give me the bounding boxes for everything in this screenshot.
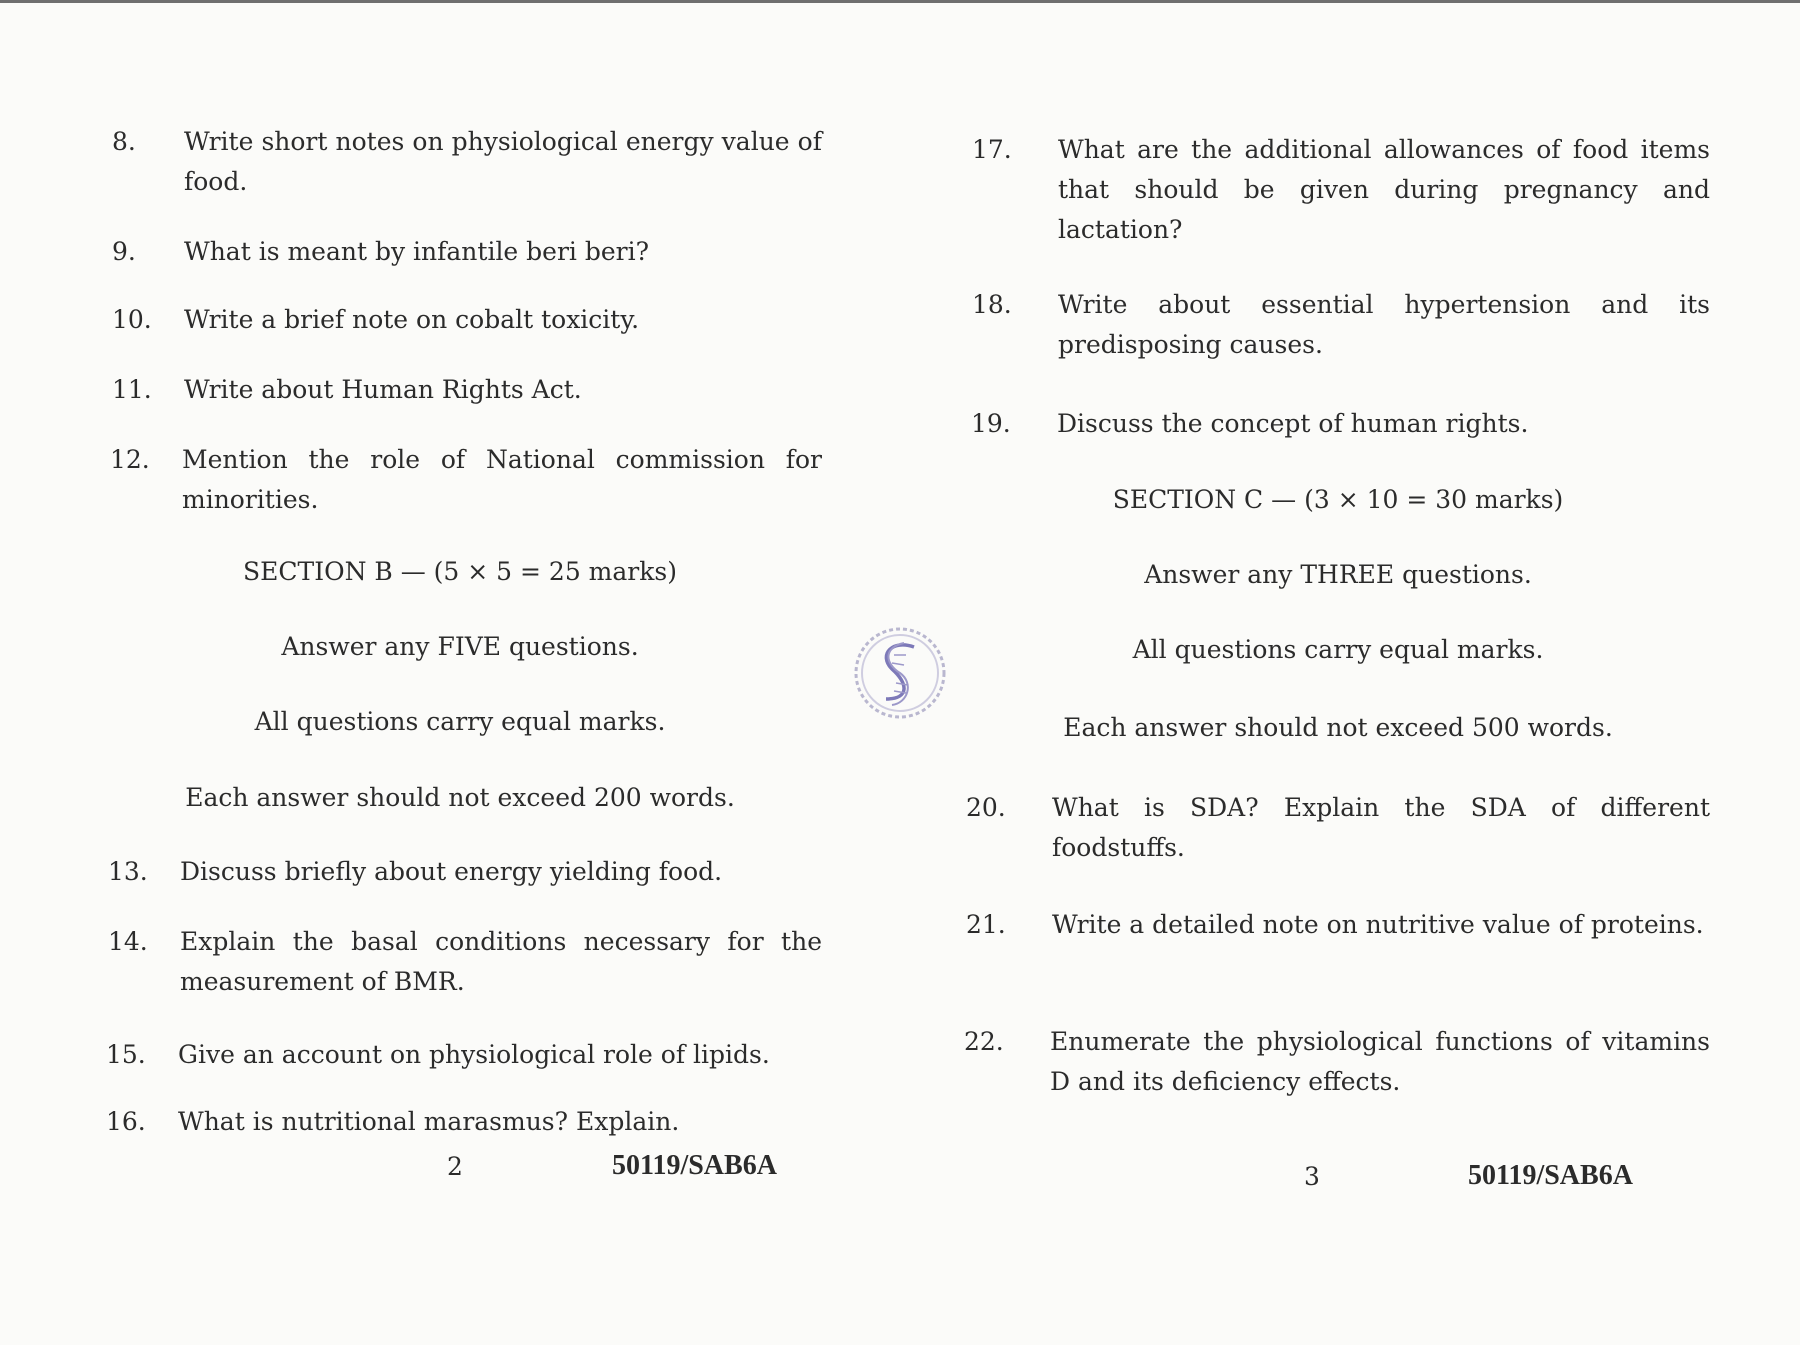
question-text: Write short notes on physiological energy value of food. [184, 127, 822, 196]
question-text: Discuss the concept of human rights. [1057, 409, 1529, 438]
question-text: Explain the basal conditions necessary for the measurement of BMR. [180, 927, 822, 996]
question-number: 10. [112, 305, 152, 334]
question-text: What is SDA? Explain the SDA of different foodstuffs. [1052, 793, 1710, 862]
question-number: 12. [110, 445, 150, 474]
question-text: Give an account on physiological role of lipids. [178, 1040, 770, 1069]
question-text: Write about essential hypertension and its predisposing causes. [1058, 290, 1710, 359]
question-number: 13. [108, 857, 148, 886]
question-number: 17. [972, 135, 1012, 164]
question-text: Mention the role of National commission for minorities. [182, 445, 822, 514]
question-number: 19. [971, 409, 1011, 438]
section-b-instruction-1: Answer any FIVE questions. [281, 632, 639, 661]
question-number: 18. [972, 290, 1012, 319]
question-text: What is meant by infantile beri beri? [184, 237, 650, 266]
question-number: 14. [108, 927, 148, 956]
question-text: Write a detailed note on nutritive value of proteins. [1052, 910, 1704, 939]
question-text: What are the additional allowances of food items that should be given during pregnancy and lactation? [1058, 135, 1710, 244]
question-number: 9. [112, 237, 136, 266]
paper-code: 50119/SAB6A [1468, 1160, 1633, 1191]
question-text: What is nutritional marasmus? Explain. [178, 1107, 680, 1136]
section-c-instruction-1: Answer any THREE questions. [1144, 560, 1532, 589]
section-c-instruction-2: All questions carry equal marks. [1132, 635, 1544, 664]
page-number: 2 [447, 1152, 463, 1181]
question-number: 20. [966, 793, 1006, 822]
section-b-instruction-3: Each answer should not exceed 200 words. [185, 783, 735, 812]
question-text: Enumerate the physiological functions of vitamins D and its deficiency effects. [1050, 1027, 1710, 1096]
question-number: 11. [112, 375, 152, 404]
question-number: 15. [106, 1040, 146, 1069]
section-b-instruction-2: All questions carry equal marks. [254, 707, 666, 736]
question-text: Discuss briefly about energy yielding food. [180, 857, 723, 886]
page-number: 3 [1304, 1162, 1320, 1191]
section-c-instruction-3: Each answer should not exceed 500 words. [1063, 713, 1613, 742]
section-c-heading: SECTION C — (3 × 10 = 30 marks) [1112, 485, 1564, 514]
right-page [900, 0, 1800, 1345]
question-number: 8. [112, 127, 136, 156]
paper-code: 50119/SAB6A [612, 1150, 777, 1181]
question-text: Write a brief note on cobalt toxicity. [184, 305, 640, 334]
question-number: 22. [964, 1027, 1004, 1056]
section-b-heading: SECTION B — (5 × 5 = 25 marks) [243, 557, 677, 586]
question-text: Write about Human Rights Act. [184, 375, 582, 404]
question-number: 16. [106, 1107, 146, 1136]
question-number: 21. [966, 910, 1006, 939]
